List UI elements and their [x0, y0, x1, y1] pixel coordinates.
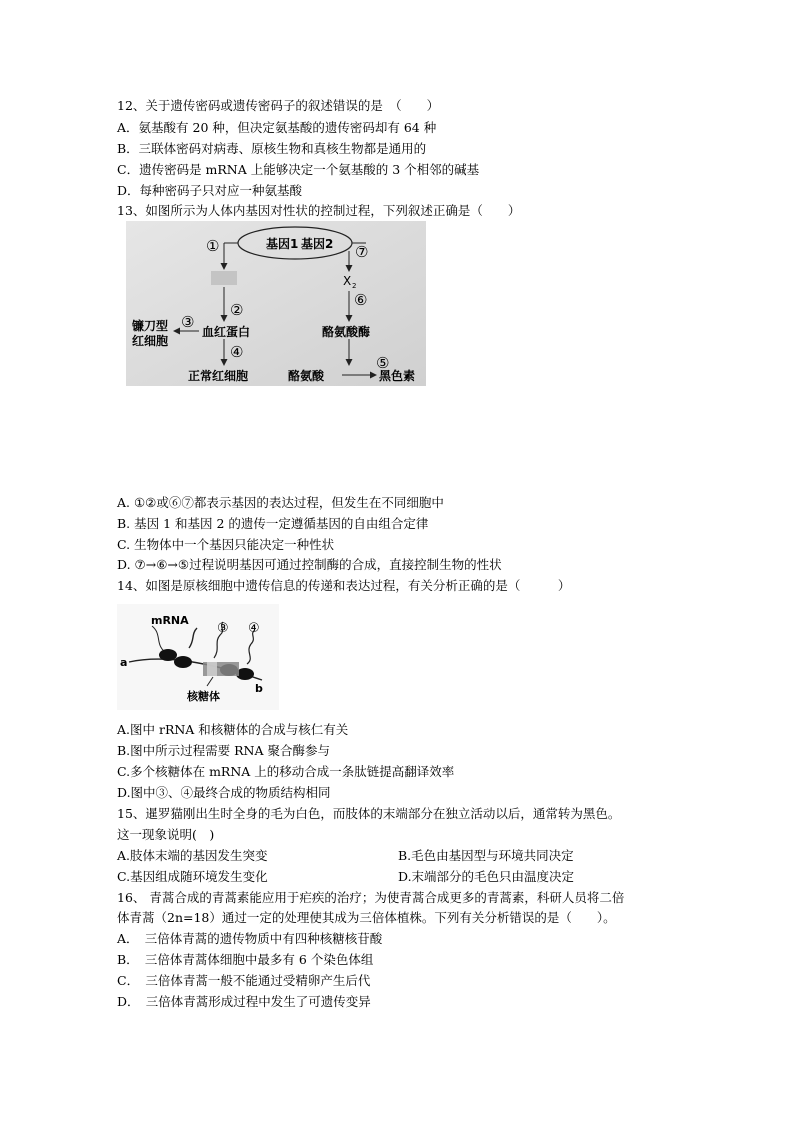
- q13-option-a: A. ①②或⑥⑦都表示基因的表达过程，但发生在不同细胞中: [117, 495, 444, 510]
- gene-control-diagram: [126, 221, 426, 386]
- q13-option-d: D. ⑦→⑥→⑤过程说明基因可通过控制酶的合成，直接控制生物的性状: [117, 557, 502, 572]
- x2-subscript: 2: [352, 282, 357, 290]
- step-7-label: ⑦: [355, 243, 369, 261]
- q12-stem: 12、关于遗传密码或遗传密码子的叙述错误的是 （ ）: [117, 98, 440, 113]
- q15-option-d: D.末端部分的毛色只由温度决定: [398, 869, 575, 884]
- tyrosine-label: 酪氨酸: [288, 369, 325, 383]
- label-3: ③: [217, 621, 229, 636]
- ribosome-1: [159, 649, 177, 661]
- q16-option-d: D． 三倍体青蒿形成过程中发生了可遗传变异: [117, 994, 371, 1009]
- step-1-label: ①: [206, 237, 220, 255]
- q14-option-d: D.图中③、④最终合成的物质结构相同: [117, 785, 331, 800]
- gene2-label: 基因2: [301, 237, 334, 251]
- tyrosinase-label: 酪氨酸酶: [322, 325, 371, 339]
- q16-option-b: B． 三倍体青蒿体细胞中最多有 6 个染色体组: [117, 952, 374, 967]
- q14-option-c: C.多个核糖体在 mRNA 上的移动合成一条肽链提高翻译效率: [117, 764, 455, 779]
- mrna-label: mRNA: [151, 614, 189, 627]
- step-5-label: ⑤: [376, 354, 390, 372]
- blurred-region: [211, 271, 237, 285]
- q15-option-a: A.肢体末端的基因发生突变: [117, 848, 268, 863]
- q12-option-b: B．三联体密码对病毒、原核生物和真核生物都是通用的: [117, 141, 427, 156]
- gene1-label: 基因1: [266, 237, 299, 251]
- melanin-label: 黑色素: [379, 369, 416, 383]
- q16-stem-line1: 16、 青蒿合成的青蒿素能应用于疟疾的治疗；为使青蒿合成更多的青蒿素，科研人员将二倍: [117, 890, 625, 905]
- ribosome-label: 核糖体: [187, 690, 220, 703]
- step-4-label: ④: [230, 343, 244, 361]
- q14-figure: [117, 604, 279, 710]
- ribosome-2: [174, 656, 192, 668]
- q14-option-a: A.图中 rRNA 和核糖体的合成与核仁有关: [117, 722, 349, 737]
- q12-option-a: A．氨基酸有 20 种，但决定氨基酸的遗传密码却有 64 种: [117, 120, 437, 135]
- q15-stem-line2: 这一现象说明( ): [117, 827, 215, 842]
- translation-diagram: [117, 604, 279, 710]
- label-4: ④: [248, 621, 260, 636]
- q12-option-d: D．每种密码子只对应一种氨基酸: [117, 183, 303, 198]
- sickle-cell-label-line2: 红细胞: [132, 334, 169, 348]
- q16-stem-line2: 体青蒿（2n=18）通过一定的处理使其成为三倍体植株。下列有关分析错误的是（ ）。: [117, 910, 616, 925]
- normal-rbc-label: 正常红细胞: [188, 369, 249, 383]
- q14-stem: 14、如图是原核细胞中遗传信息的传递和表达过程，有关分析正确的是（ ）: [117, 578, 571, 593]
- q15-option-b: B.毛色由基因型与环境共同决定: [398, 848, 574, 863]
- step-3-label: ③: [181, 313, 195, 331]
- q14-option-b: B.图中所示过程需要 RNA 聚合酶参与: [117, 743, 330, 758]
- sickle-cell-label-line1: 镰刀型: [132, 319, 169, 333]
- q16-option-c: C． 三倍体青蒿一般不能通过受精卵产生后代: [117, 973, 371, 988]
- step-2-label: ②: [230, 301, 244, 319]
- strand-end-b: b: [255, 682, 263, 695]
- q12-option-c: C．遗传密码是 mRNA 上能够决定一个氨基酸的 3 个相邻的碱基: [117, 162, 480, 177]
- q15-option-c: C.基因组成随环境发生变化: [117, 869, 268, 884]
- q13-option-c: C. 生物体中一个基因只能决定一种性状: [117, 537, 335, 552]
- q13-stem: 13、如图所示为人体内基因对性状的控制过程，下列叙述正确是（ ）: [117, 203, 521, 218]
- hemoglobin-label: 血红蛋白: [202, 325, 251, 339]
- q16-option-a: A． 三倍体青蒿的遗传物质中有四种核糖核苷酸: [117, 931, 383, 946]
- strand-end-a: a: [120, 656, 128, 669]
- step-6-label: ⑥: [354, 291, 368, 309]
- q13-option-b: B. 基因 1 和基因 2 的遗传一定遵循基因的自由组合定律: [117, 516, 429, 531]
- q15-stem-line1: 15、暹罗猫刚出生时全身的毛为白色，而肢体的末端部分在独立活动以后，通常转为黑色。: [117, 806, 621, 821]
- x2-label: X: [343, 274, 352, 288]
- q13-figure: [126, 221, 426, 386]
